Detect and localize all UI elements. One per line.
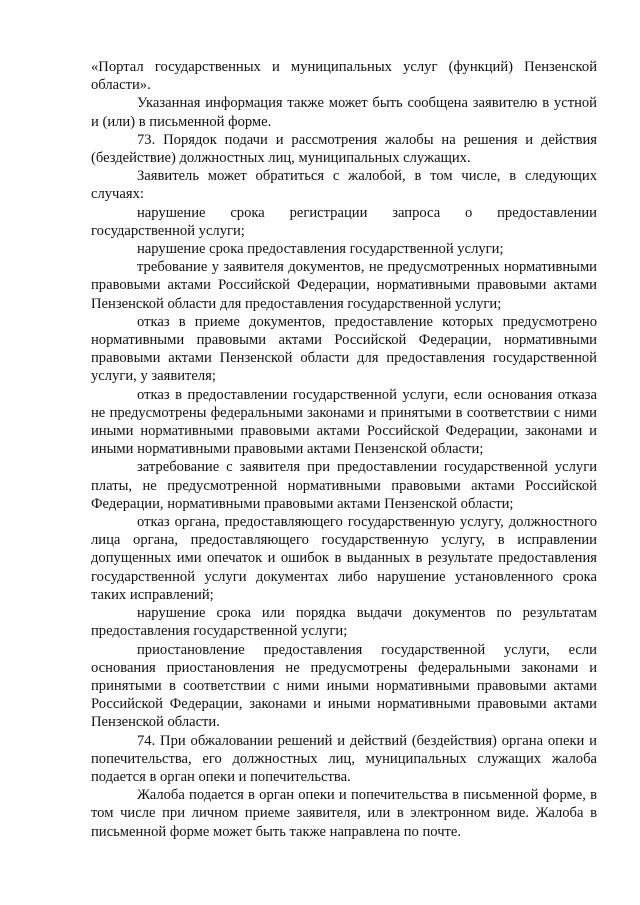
document-page bbox=[91, 58, 597, 841]
paragraph-complaint-submission: Жалоба подается в орган опеки и попечительства в письменной форме, в том числе при личном приеме заявителя, или в электронном виде. Жалоба в письменной форме может быть также направлена по почте. bbox=[91, 787, 597, 840]
paragraph-complaint-cases-intro: Заявитель может обратиться с жалобой, в том числе, в следующих случаях: bbox=[91, 168, 597, 203]
list-item-service-deadline: нарушение срока предоставления государственной услуги; bbox=[137, 241, 504, 258]
paragraph-74-heading: 74. При обжаловании решений и действий (бездействия) органа опеки и попечительства, его должностных лиц, муниципальных служащих жалоба подается в орган опеки и попечительства. bbox=[91, 732, 597, 785]
list-item-document-demand: требование у заявителя документов, не предусмотренных нормативными правовыми актами Российской Федерации, нормативными правовыми актами Пензенской области для предоставления государственной услуги; bbox=[91, 259, 597, 312]
list-item-registration-deadline: нарушение срока регистрации запроса о предоставлении государственной услуги; bbox=[91, 204, 597, 239]
list-item-document-refusal: отказ в приеме документов, предоставление которых предусмотрено нормативными правовыми актами Российской Федерации, нормативными правовыми актами Пензенской области для предоставления государственной услуги, у заявителя; bbox=[91, 313, 597, 385]
paragraph-portal-name: «Портал государственных и муниципальных услуг (функций) Пензенской области». bbox=[91, 59, 597, 94]
list-item-correction-refusal: отказ органа, предоставляющего государственную услугу, должностного лица органа, предоставляющего государственную услугу, в исправлении допущенных ими опечаток и ошибок в выданных в результате предоставления государственной услуги документах либо нарушение установленного срока таких исправлений; bbox=[91, 514, 597, 603]
paragraph-73-heading: 73. Порядок подачи и рассмотрения жалобы на решения и действия (бездействие) должностных лиц, муниципальных служащих. bbox=[91, 131, 597, 167]
list-item-service-suspension: приостановление предоставления государственной услуги, если основания приостановления не предусмотрены федеральными законами и принятыми в соответствии с ними иными нормативными правовыми актами Российской Федерации, законами и иными нормативными правовыми актами Пензенской области. bbox=[91, 641, 597, 731]
list-item-issuance-violation: нарушение срока или порядка выдачи документов по результатам предоставления государственной услуги; bbox=[91, 605, 597, 640]
list-item-fee-demand: затребование с заявителя при предоставлении государственной услуги платы, не предусмотренной нормативными правовыми актами Российской Федерации, нормативными правовыми актами Пензенской области; bbox=[91, 459, 597, 512]
paragraph-info-form: Указанная информация также может быть сообщена заявителю в устной и (или) в письменной форме. bbox=[91, 95, 597, 130]
list-item-service-refusal: отказ в предоставлении государственной услуги, если основания отказа не предусмотрены федеральными законами и принятыми в соответствии с ними иными нормативными правовыми актами Российской Федерации, законами и иными нормативными правовыми актами Пензенской области; bbox=[91, 386, 597, 458]
